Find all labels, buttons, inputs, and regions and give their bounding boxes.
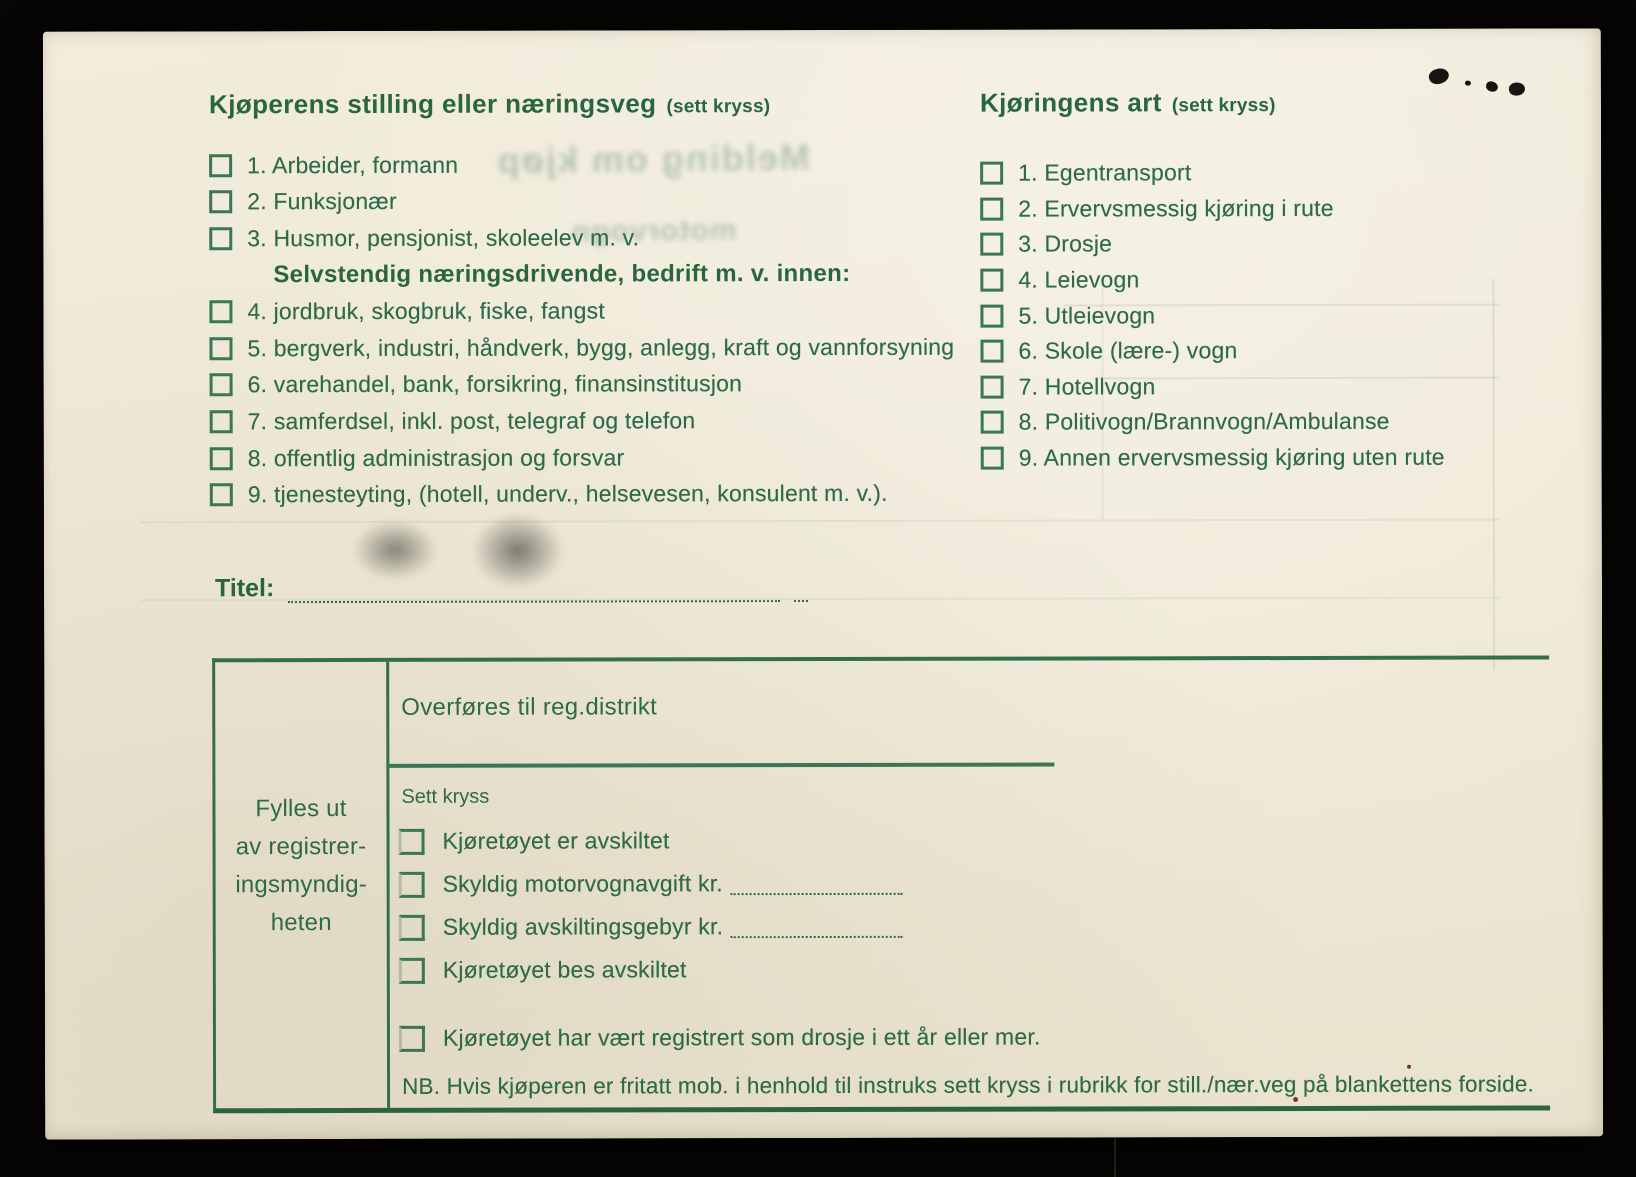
section-title-suffix: (sett kryss) (666, 96, 771, 118)
subsection-title: Selvstendig næringsdrivende, bedrift m. v. innen: (273, 260, 851, 289)
checkbox[interactable] (399, 957, 425, 983)
transfer-district-label: Overføres til reg.distrikt (401, 693, 658, 721)
side-label-line: heten (270, 909, 332, 937)
checkbox-label: 6. Skole (lære-) vogn (1018, 337, 1238, 364)
checkbox-label: Kjøretøyet har vært registrert som drosje i ett år eller mer. (442, 1023, 1041, 1051)
bleed-through-line (140, 519, 1500, 524)
checkbox-label: Skyldig motorvognavgift kr. (442, 870, 723, 897)
checkbox-label: 4. jordbruk, skogbruk, fiske, fangst (247, 297, 605, 325)
checkbox[interactable] (209, 337, 232, 360)
checkbox-row (399, 948, 1041, 992)
checkbox-row (398, 819, 1040, 863)
checkbox[interactable] (210, 410, 233, 433)
checkbox-label: 2. Funksjonær (247, 188, 397, 215)
checkbox[interactable] (980, 233, 1003, 256)
checkbox-label: 1. Egentransport (1018, 159, 1192, 186)
checkbox[interactable] (399, 828, 425, 854)
checkbox-row (209, 292, 969, 330)
checkbox-label: 8. offentlig administrasjon og forsvar (247, 443, 625, 471)
checkbox[interactable] (399, 871, 425, 897)
section-title-text: Kjøringens art (979, 87, 1162, 118)
checkbox-row (209, 182, 969, 220)
checkbox-row (210, 438, 970, 476)
checkbox[interactable] (981, 411, 1004, 434)
checkbox[interactable] (980, 198, 1003, 221)
checkbox-row (210, 475, 970, 513)
checkbox-label: 7. Hotellvogn (1018, 373, 1156, 400)
buyer-occupation-list (209, 146, 970, 514)
checkbox-row (210, 402, 970, 440)
checkbox-row (209, 146, 969, 184)
checkbox-row (981, 439, 1581, 476)
authority-checkbox-list (398, 819, 1040, 1060)
checkbox[interactable] (209, 154, 232, 177)
checkbox-label: 5. Utleievogn (1018, 301, 1156, 329)
checkbox[interactable] (980, 162, 1003, 185)
checkbox-row (399, 862, 1041, 906)
checkbox-row (209, 329, 969, 367)
registration-authority-box (212, 655, 1550, 1113)
checkbox-label: Skyldig avskiltingsgebyr kr. (442, 913, 724, 940)
checkbox-label: 4. Leievogn (1018, 266, 1140, 293)
buyer-occupation-section (209, 88, 970, 514)
checkbox-label: Kjøretøyet er avskiltet (442, 827, 670, 854)
checkbox[interactable] (980, 340, 1003, 363)
checkbox-label: 3. Husmor, pensjonist, skoleelev m. v. (247, 224, 640, 252)
scan-artifact-line (1114, 1138, 1116, 1177)
bleed-through-text: Melding om kjøp motorvogn (495, 136, 811, 249)
side-label-line: ingsmyndig- (235, 870, 367, 899)
ink-mark (1465, 81, 1471, 86)
checkbox[interactable] (981, 375, 1004, 398)
checkbox-label: 3. Drosje (1018, 230, 1113, 258)
section-title-suffix: (sett kryss) (1171, 95, 1276, 117)
checkbox[interactable] (210, 374, 233, 397)
checkbox-label: 1. Arbeider, formann (247, 151, 459, 179)
checkbox-row (980, 261, 1580, 298)
checkbox-row (980, 297, 1580, 334)
checkbox[interactable] (209, 300, 232, 323)
checkbox[interactable] (980, 269, 1003, 292)
dotted-fill-line[interactable] (731, 877, 903, 895)
section-title-driving-type (980, 86, 1580, 118)
title-field-input-line-end (794, 580, 808, 602)
side-label-line: Fylles ut (255, 794, 347, 823)
checkbox-row (399, 905, 1041, 949)
checkbox[interactable] (399, 914, 425, 940)
checkbox-row (981, 404, 1581, 441)
title-field-input-line[interactable] (288, 580, 780, 603)
checkbox-label: 5. bergverk, industri, håndverk, bygg, anlegg, kraft og vannforsyning (247, 333, 955, 361)
checkbox-label: 9. tjenesteyting, (hotell, underv., helsevesen, konsulent m. v.). (247, 480, 888, 508)
driving-type-list (980, 154, 1581, 476)
checkbox-row (980, 154, 1580, 191)
dotted-fill-line[interactable] (731, 920, 903, 938)
checkbox-row (209, 219, 969, 257)
checkbox-label: 7. samferdsel, inkl. post, telegraf og telefon (247, 407, 696, 435)
filled-by-authority-label (215, 790, 386, 942)
checkbox-label: 8. Politivogn/Brannvogn/Ambulanse (1018, 408, 1390, 436)
ink-mark (1427, 66, 1451, 86)
title-field-label: Titel: (214, 574, 275, 603)
title-field-row (215, 573, 808, 603)
checkbox-row (980, 226, 1580, 263)
checkbox-row (980, 190, 1580, 227)
checkbox-row (399, 1016, 1041, 1060)
side-label-line: av registrer- (235, 832, 367, 861)
checkbox-label: 6. varehandel, bank, forsikring, finansinstitusjon (247, 370, 743, 398)
checkbox-label: 2. Ervervsmessig kjøring i rute (1018, 194, 1334, 222)
section-title-buyer-occupation (209, 88, 969, 121)
section-title-text: Kjøperens stilling eller næringsveg (208, 88, 657, 120)
driving-type-section (980, 86, 1581, 476)
checkbox[interactable] (980, 304, 1003, 327)
checkbox[interactable] (210, 447, 233, 470)
checkbox[interactable] (210, 483, 233, 506)
checkbox-row (210, 365, 970, 403)
transfer-district-input-line[interactable] (386, 763, 1054, 768)
sett-kryss-label: Sett kryss (401, 785, 490, 808)
form-page (43, 28, 1603, 1139)
checkbox-label: 9. Annen ervervsmessig kjøring uten rute (1018, 443, 1445, 471)
checkbox[interactable] (399, 1025, 425, 1051)
checkbox-label: Kjøretøyet bes avskiltet (442, 956, 687, 983)
checkbox[interactable] (209, 191, 232, 214)
box-divider (386, 662, 390, 1108)
checkbox[interactable] (981, 447, 1004, 470)
ink-smudge (352, 519, 438, 581)
checkbox[interactable] (209, 227, 232, 250)
checkbox-row (981, 368, 1581, 405)
checkbox-row (980, 332, 1580, 369)
nb-note: NB. Hvis kjøperen er fritatt mob. i henhold til instruks sett kryss i rubrikk for still./nær.veg på blankettens forside. (402, 1071, 1534, 1099)
